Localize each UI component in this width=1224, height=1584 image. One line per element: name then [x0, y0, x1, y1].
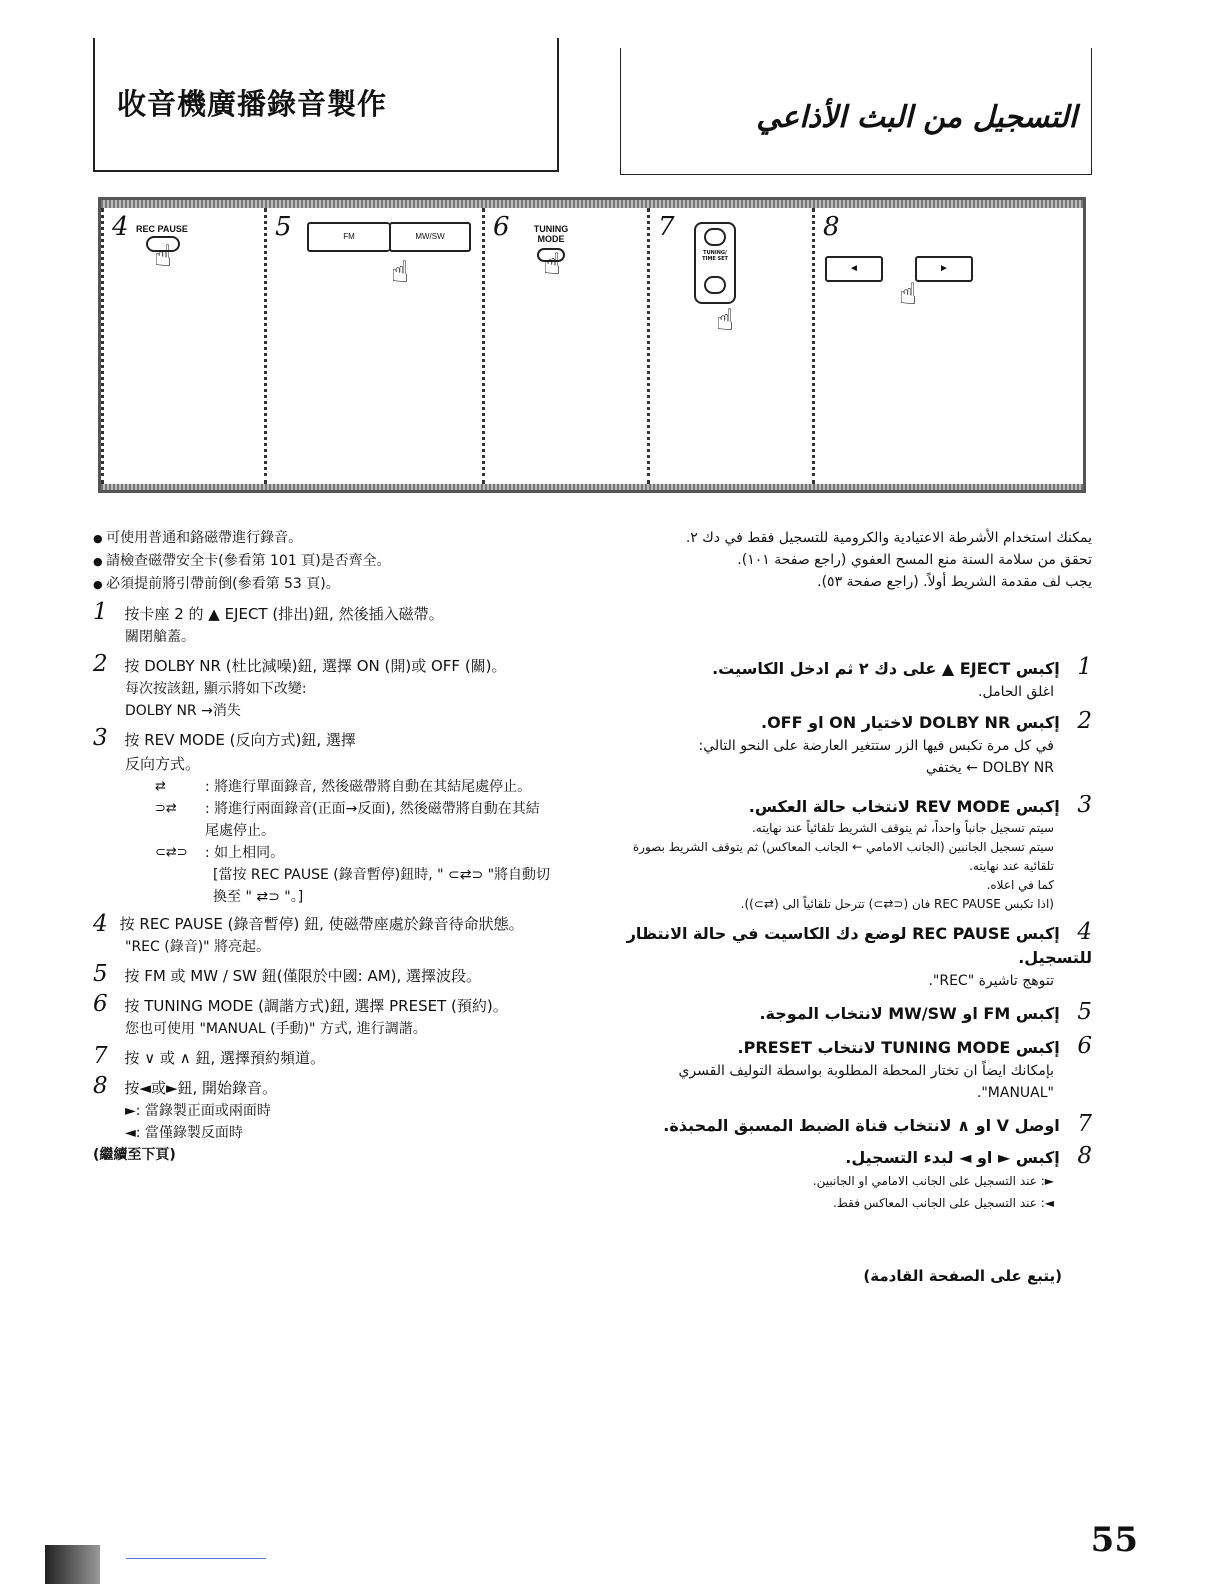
step-number: 1 — [93, 599, 108, 625]
zh-step-text: 按 REV MODE (反向方式)鈕, 選擇 — [124, 731, 356, 749]
zh-rev-mode-note: [當按 REC PAUSE (錄音暫停)鈕時, " ⊂⇄⊃ "將自動切換至 " ⇄⊃ "。] — [213, 867, 551, 905]
panel-step-6 — [482, 208, 647, 484]
ar-bullet: تحقق من سلامة السنة منع المسح العفوي (راجع صفحة ١٠١). — [737, 552, 1092, 568]
zh-step-text: 按 ∨ 或 ∧ 鈕, 選擇預約頻道。 — [124, 1049, 325, 1067]
ar-step-text: إكبس REV MODE لانتخاب حالة العكس. — [748, 797, 1060, 816]
ar-step-5 — [622, 1000, 1092, 1026]
zh-step-text: 按卡座 2 的 ▲ EJECT (排出)鈕, 然後插入磁帶。 — [124, 605, 444, 623]
zh-step-4 — [93, 912, 563, 936]
fm-button[interactable] — [307, 222, 390, 252]
zh-rev-mode-text: : 如上相同。 — [205, 845, 285, 861]
tuning-down-button[interactable] — [704, 276, 726, 294]
zh-step-subtext: 關閉艙蓋。 — [125, 629, 195, 645]
zh-bullet: ● 可使用普通和鉻磁帶進行錄音。 — [93, 527, 563, 550]
fm-label: FM — [343, 232, 355, 241]
tuning-up-button[interactable] — [704, 228, 726, 246]
zh-step-text: 按 REC PAUSE (錄音暫停) 鈕, 使磁帶座處於錄音待命狀態。 — [119, 915, 524, 933]
rev-mode-endless-icon: ⊂⇄⊃ — [155, 845, 188, 860]
ar-step-8 — [622, 1144, 1092, 1170]
panel-step-number: 8 — [823, 212, 840, 242]
step-number: 5 — [1077, 999, 1092, 1025]
title-box-arabic — [620, 48, 1092, 175]
step-number: 8 — [93, 1073, 108, 1099]
ar-step-1 — [622, 655, 1092, 681]
zh-continued-note: (繼續至下頁) — [93, 1147, 176, 1163]
steps-illustration-panel — [98, 197, 1086, 493]
ar-bullet: يجب لف مقدمة الشريط أولاً. (راجع صفحة ٥٣). — [817, 574, 1092, 590]
step-number: 4 — [93, 911, 108, 937]
zh-rev-mode-row — [155, 798, 563, 842]
ar-step-text: إكبس EJECT ▲ على دك ٢ ثم ادخل الكاسيت. — [712, 659, 1060, 678]
panel-step-8 — [812, 208, 1085, 484]
step-number: 3 — [93, 725, 108, 751]
ar-step-7 — [622, 1112, 1092, 1138]
zh-rev-mode-text: : 將進行單面錄音, 然後磁帶將自動在其結尾處停止。 — [205, 779, 532, 795]
zh-bullet: ● 必須提前將引帶前倒(參看第 53 頁)。 — [93, 573, 563, 596]
ar-step-text: اوصل V او ∧ لانتخاب قناة الضبط المسبق المحبذة. — [663, 1116, 1060, 1135]
mw-sw-button[interactable] — [389, 222, 471, 252]
ar-rev-mode-text: سيتم تسجيل الجانبين (الجانب الامامي ← الجانب المعاكس) ثم يتوقف الشريط بصورة تلقائية عند نهايته. — [632, 840, 1054, 873]
zh-step-8 — [93, 1074, 563, 1100]
page-title-arabic: التسجيل من البث الأذاعي — [756, 100, 1077, 135]
zh-step-2 — [93, 652, 563, 678]
zh-rev-mode-text: : 將進行兩面錄音(正面→反面), 然後磁帶將自動在其結尾處停止。 — [205, 801, 540, 839]
zh-step-subtext: ►: 當錄製正面或兩面時 — [125, 1103, 271, 1119]
ar-continued-note: (يتبع على الصفحة القادمة) — [863, 1267, 1062, 1285]
zh-step-text: 按 TUNING MODE (調諧方式)鈕, 選擇 PRESET (預約)。 — [124, 997, 508, 1015]
step-number: 5 — [93, 961, 108, 987]
panel-step-5 — [264, 208, 482, 484]
page-title-chinese: 收音機廣播錄音製作 — [117, 87, 388, 121]
pointing-hand-icon: ☝ — [154, 239, 173, 274]
ar-bullet: يمكنك استخدام الأشرطة الاعتيادية والكرومية للتسجيل فقط في دك ٢. — [685, 530, 1092, 546]
reverse-play-icon: ◄ — [849, 263, 859, 274]
ar-step-subtext: في كل مرة تكبس فيها الزر ستتغير العارضة على النحو التالي: — [698, 738, 1054, 754]
title-box-chinese — [93, 38, 559, 172]
step-number: 2 — [93, 651, 108, 677]
step-number: 6 — [1077, 1033, 1092, 1059]
ar-step-6 — [622, 1034, 1092, 1060]
ar-step-subtext: بإمكانك ايضاً ان تختار المحطة المطلوبة بواسطة التوليف القسري "MANUAL". — [678, 1063, 1054, 1101]
panel-top-border — [101, 200, 1083, 208]
reverse-play-button[interactable] — [825, 256, 883, 282]
rev-mode-one-way-icon: ⇄ — [155, 779, 166, 794]
step-number: 2 — [1077, 708, 1092, 734]
ar-step-subtext: ►: عند التسجيل على الجانب الامامي او الجانبين. — [812, 1174, 1054, 1188]
panel-step-number: 7 — [658, 212, 675, 242]
scan-line — [126, 1558, 266, 1559]
page-number: 55 — [1090, 1520, 1138, 1560]
step-number: 6 — [93, 991, 108, 1017]
zh-step-subtext: 您也可使用 "MANUAL (手動)" 方式, 進行調諧。 — [125, 1021, 427, 1037]
ar-step-text: إكبس TUNING MODE لانتخاب PRESET. — [737, 1038, 1060, 1057]
forward-play-button[interactable] — [915, 256, 973, 282]
tuning-time-set-control[interactable] — [694, 222, 736, 304]
panel-step-number: 6 — [493, 212, 510, 242]
zh-step-7 — [93, 1044, 563, 1070]
zh-step-6 — [93, 992, 563, 1018]
zh-step-3 — [93, 726, 563, 752]
tuning-mode-label: TUNING MODE — [533, 224, 569, 244]
ar-step-text: إكبس REC PAUSE لوضع دك الكاسيت في حالة الانتظار للتسجيل. — [626, 924, 1092, 967]
ar-step-text: إكبس DOLBY NR لاختيار ON او OFF. — [761, 713, 1060, 732]
ar-step-2 — [622, 709, 1092, 735]
zh-dolby-cycle: DOLBY NR →消失 — [125, 703, 241, 719]
forward-play-icon: ► — [939, 263, 949, 274]
ar-step-subtext: ◄: عند التسجيل على الجانب المعاكس فقط. — [832, 1196, 1054, 1210]
ar-step-subtext: تتوهج تاشيرة "REC". — [928, 973, 1054, 989]
ar-step-text: إكبس ► او ◄ لبدء التسجيل. — [845, 1148, 1060, 1167]
ar-rev-mode-note: (اذا تكبس REC PAUSE فان (⊂⇄⊃) تترحل تلقائياً الى (⇄⊃)). — [740, 897, 1054, 911]
zh-rev-mode-row — [155, 842, 563, 864]
pointing-hand-icon: ☝ — [899, 277, 918, 312]
zh-step-subtext: "REC (錄音)" 將亮起。 — [125, 939, 271, 955]
ar-step-text: إكبس FM او MW/SW لانتخاب الموجة. — [759, 1004, 1060, 1023]
chinese-instructions — [93, 527, 563, 1166]
ar-step-3 — [622, 793, 1092, 819]
step-number: 7 — [1077, 1111, 1092, 1137]
pointing-hand-icon: ☝ — [391, 255, 410, 290]
ar-rev-mode-text: سيتم تسجيل جانباً واحداً، ثم يتوقف الشريط تلقائياً عند نهايته. — [751, 821, 1054, 835]
panel-bottom-border — [101, 484, 1083, 490]
step-number: 4 — [1077, 919, 1092, 945]
zh-step-5 — [93, 962, 563, 988]
zh-step-subtext: 每次按該鈕, 顯示將如下改變: — [125, 681, 307, 697]
zh-bullet: ● 請檢查磁帶安全卡(參看第 101 頁)是否齊全。 — [93, 550, 563, 573]
scan-artifact — [45, 1545, 100, 1584]
zh-step-subtext: 反向方式。 — [125, 755, 201, 773]
ar-dolby-cycle: DOLBY NR ← يختفي — [925, 760, 1054, 776]
ar-step-4 — [622, 920, 1092, 970]
tuning-time-set-label: TUNING/ TIME SET — [702, 250, 728, 262]
zh-step-1 — [93, 600, 563, 626]
zh-step-text: 按◄或►鈕, 開始錄音。 — [124, 1079, 278, 1097]
step-number: 8 — [1077, 1143, 1092, 1169]
panel-step-7 — [647, 208, 812, 484]
panel-step-number: 5 — [275, 212, 292, 242]
zh-rev-mode-row — [155, 776, 563, 798]
step-number: 7 — [93, 1043, 108, 1069]
ar-rev-mode-text: كما في اعلاه. — [986, 878, 1054, 892]
step-number: 3 — [1077, 792, 1092, 818]
rec-pause-label: REC PAUSE — [136, 224, 188, 234]
pointing-hand-icon: ☝ — [716, 303, 735, 338]
zh-step-text: 按 FM 或 MW / SW 鈕(僅限於中國: AM), 選擇波段。 — [124, 967, 482, 985]
step-number: 1 — [1077, 654, 1092, 680]
rev-mode-two-way-icon: ⊃⇄ — [155, 801, 177, 816]
arabic-instructions — [622, 527, 1092, 1288]
panel-step-4 — [101, 208, 264, 484]
ar-step-subtext: اغلق الحامل. — [978, 684, 1054, 700]
pointing-hand-icon: ☝ — [543, 247, 562, 282]
zh-step-subtext: ◄: 當僅錄製反面時 — [125, 1125, 243, 1141]
panel-step-number: 4 — [112, 212, 129, 242]
mw-sw-label: MW/SW — [415, 232, 445, 241]
zh-step-text: 按 DOLBY NR (杜比減噪)鈕, 選擇 ON (開)或 OFF (關)。 — [124, 657, 507, 675]
